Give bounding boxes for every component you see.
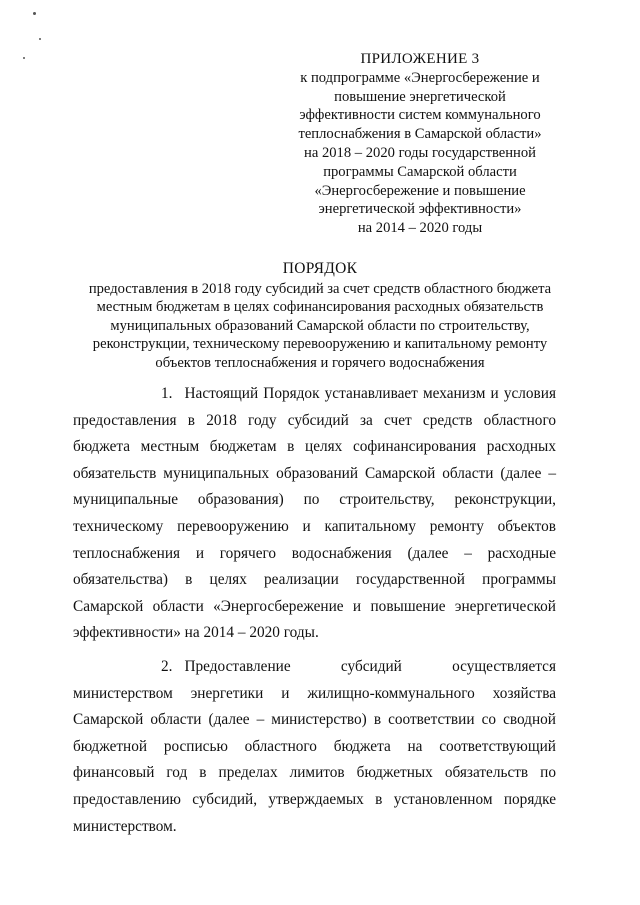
appendix-line: повышение энергетической — [334, 88, 506, 105]
subtitle-line: реконструкции, техническому перевооружению и капитальному ремонту — [92, 336, 548, 353]
document-body — [73, 381, 556, 847]
paragraph-text: Настоящий Порядок устанавливает механизм и условия предоставления в 2018 году субсидий за счет средств областного бюджета местным бюджетам в целях софинансирования расходных обязательств муниципальных образований Самарской области (далее – муниципальные образования) по строительству, реконструкции, техническому перевооружению и капитальному ремонту объектов теплоснабжения и горячего водоснабжения (далее – расходные обязательства) в целях реализации государственной программы Самарской области «Энергосбережение и повышение энергетической эффективности» на 2014 – 2020 годы. — [73, 385, 556, 642]
appendix-line: «Энергосбережение и повышение — [314, 182, 526, 199]
document-title-block — [60, 260, 580, 373]
subtitle-line: объектов теплоснабжения и горячего водоснабжения — [155, 354, 485, 371]
appendix-block — [270, 50, 570, 238]
appendix-line: энергетической эффективности» — [318, 201, 522, 218]
appendix-line: теплоснабжения в Самарской области» — [298, 126, 542, 143]
appendix-line: к подпрограмме «Энергосбережение и — [300, 69, 540, 86]
paragraph-text: Предоставление субсидий осуществляется министерством энергетики и жилищно-коммунального хозяйства Самарской области (далее – министерство) в соответствии со сводной бюджетной росписью областного бюджета на соответствующий финансовый год в пределах лимитов бюджетных обязательств по предоставлению субсидий, утверждаемых в установленном порядке министерством. — [73, 657, 556, 835]
paragraph-1 — [73, 381, 556, 647]
paragraph-number: 1. — [161, 385, 173, 402]
document-title: ПОРЯДОК — [282, 260, 358, 277]
scan-speck — [23, 57, 25, 59]
paragraph-2 — [73, 654, 556, 840]
appendix-line: эффективности систем коммунального — [299, 107, 541, 124]
subtitle-line: муниципальных образований Самарской области по строительству, — [110, 317, 530, 334]
paragraph-number: 2. — [161, 657, 173, 675]
appendix-line: программы Самарской области — [323, 163, 517, 180]
scan-speck — [39, 38, 41, 40]
subtitle-line: местным бюджетам в целях софинансирования расходных обязательств — [96, 299, 544, 316]
appendix-heading: ПРИЛОЖЕНИЕ 3 — [360, 51, 480, 67]
appendix-line: на 2018 – 2020 годы государственной — [304, 144, 536, 161]
subtitle-line: предоставления в 2018 году субсидий за счет средств областного бюджета — [88, 280, 552, 297]
appendix-line: на 2014 – 2020 годы — [357, 220, 483, 237]
scan-speck — [33, 12, 36, 15]
